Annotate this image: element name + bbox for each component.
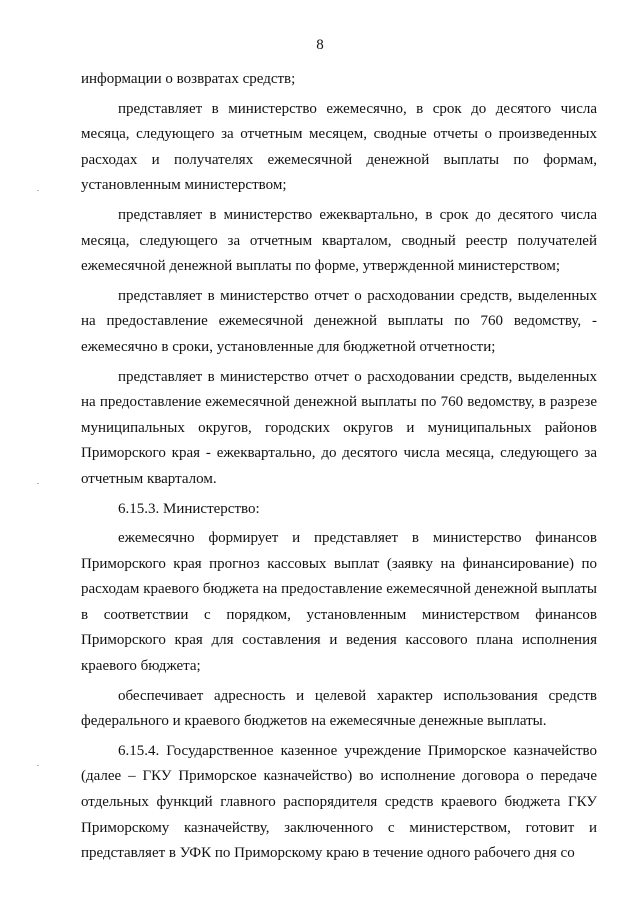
page-number: 8 — [316, 37, 324, 53]
paragraph: представляет в министерство ежемесячно, в срок до десятого числа месяца, следующего за отчетным месяцем, сводные отчеты о произведенных расходах и получателях ежемесячной денежной выплаты по формам, установленным министерством; — [81, 100, 597, 194]
document-body — [81, 67, 597, 867]
margin-mark — [37, 765, 39, 766]
paragraph: информации о возвратах средств; — [81, 71, 296, 87]
paragraph: представляет в министерство отчет о расходовании средств, выделенных на предоставление ежемесячной денежной выплаты по 760 ведомству, - ежемесячно в сроки, установленные для бюджетной отчетности; — [81, 287, 597, 355]
paragraph: обеспечивает адресность и целевой характер использования средств федерального и краевого бюджетов на ежемесячные денежные выплаты. — [81, 687, 597, 730]
paragraph: представляет в министерство отчет о расходовании средств, выделенных на предоставление ежемесячной денежной выплаты по 760 ведомству, в разрезе муниципальных округов, городских округов и муниципальных районов Приморского края - ежеквартально, до десятого числа месяца, следующего за отчетным кварталом. — [81, 368, 597, 487]
paragraph: представляет в министерство ежеквартально, в срок до десятого числа месяца, следующего за отчетным кварталом, сводный реестр получателей ежемесячной денежной выплаты по форме, утвержденной министерством; — [81, 206, 597, 275]
paragraph: 6.15.4. Государственное казенное учреждение Приморское казначейство (далее – ГКУ Приморское казначейство) во исполнение договора о передаче отдельных функций главного распорядителя средств краевого бюджета ГКУ Приморскому казначейству, заключенного с министерством, готовит и представляет в УФК по Приморскому краю в течение одного рабочего дня со — [81, 742, 597, 862]
section-heading: 6.15.3. Министерство: — [118, 500, 260, 517]
margin-mark — [37, 483, 39, 484]
paragraph: ежемесячно формирует и представляет в министерство финансов Приморского края прогноз кассовых выплат (заявку на финансирование) по расходам краевого бюджета на предоставление ежемесячной денежной выплаты в соответствии с порядком, установленным министерством финансов Приморского края для составления и ведения кассового плана исполнения краевого бюджета; — [81, 530, 597, 675]
margin-mark — [37, 190, 39, 191]
